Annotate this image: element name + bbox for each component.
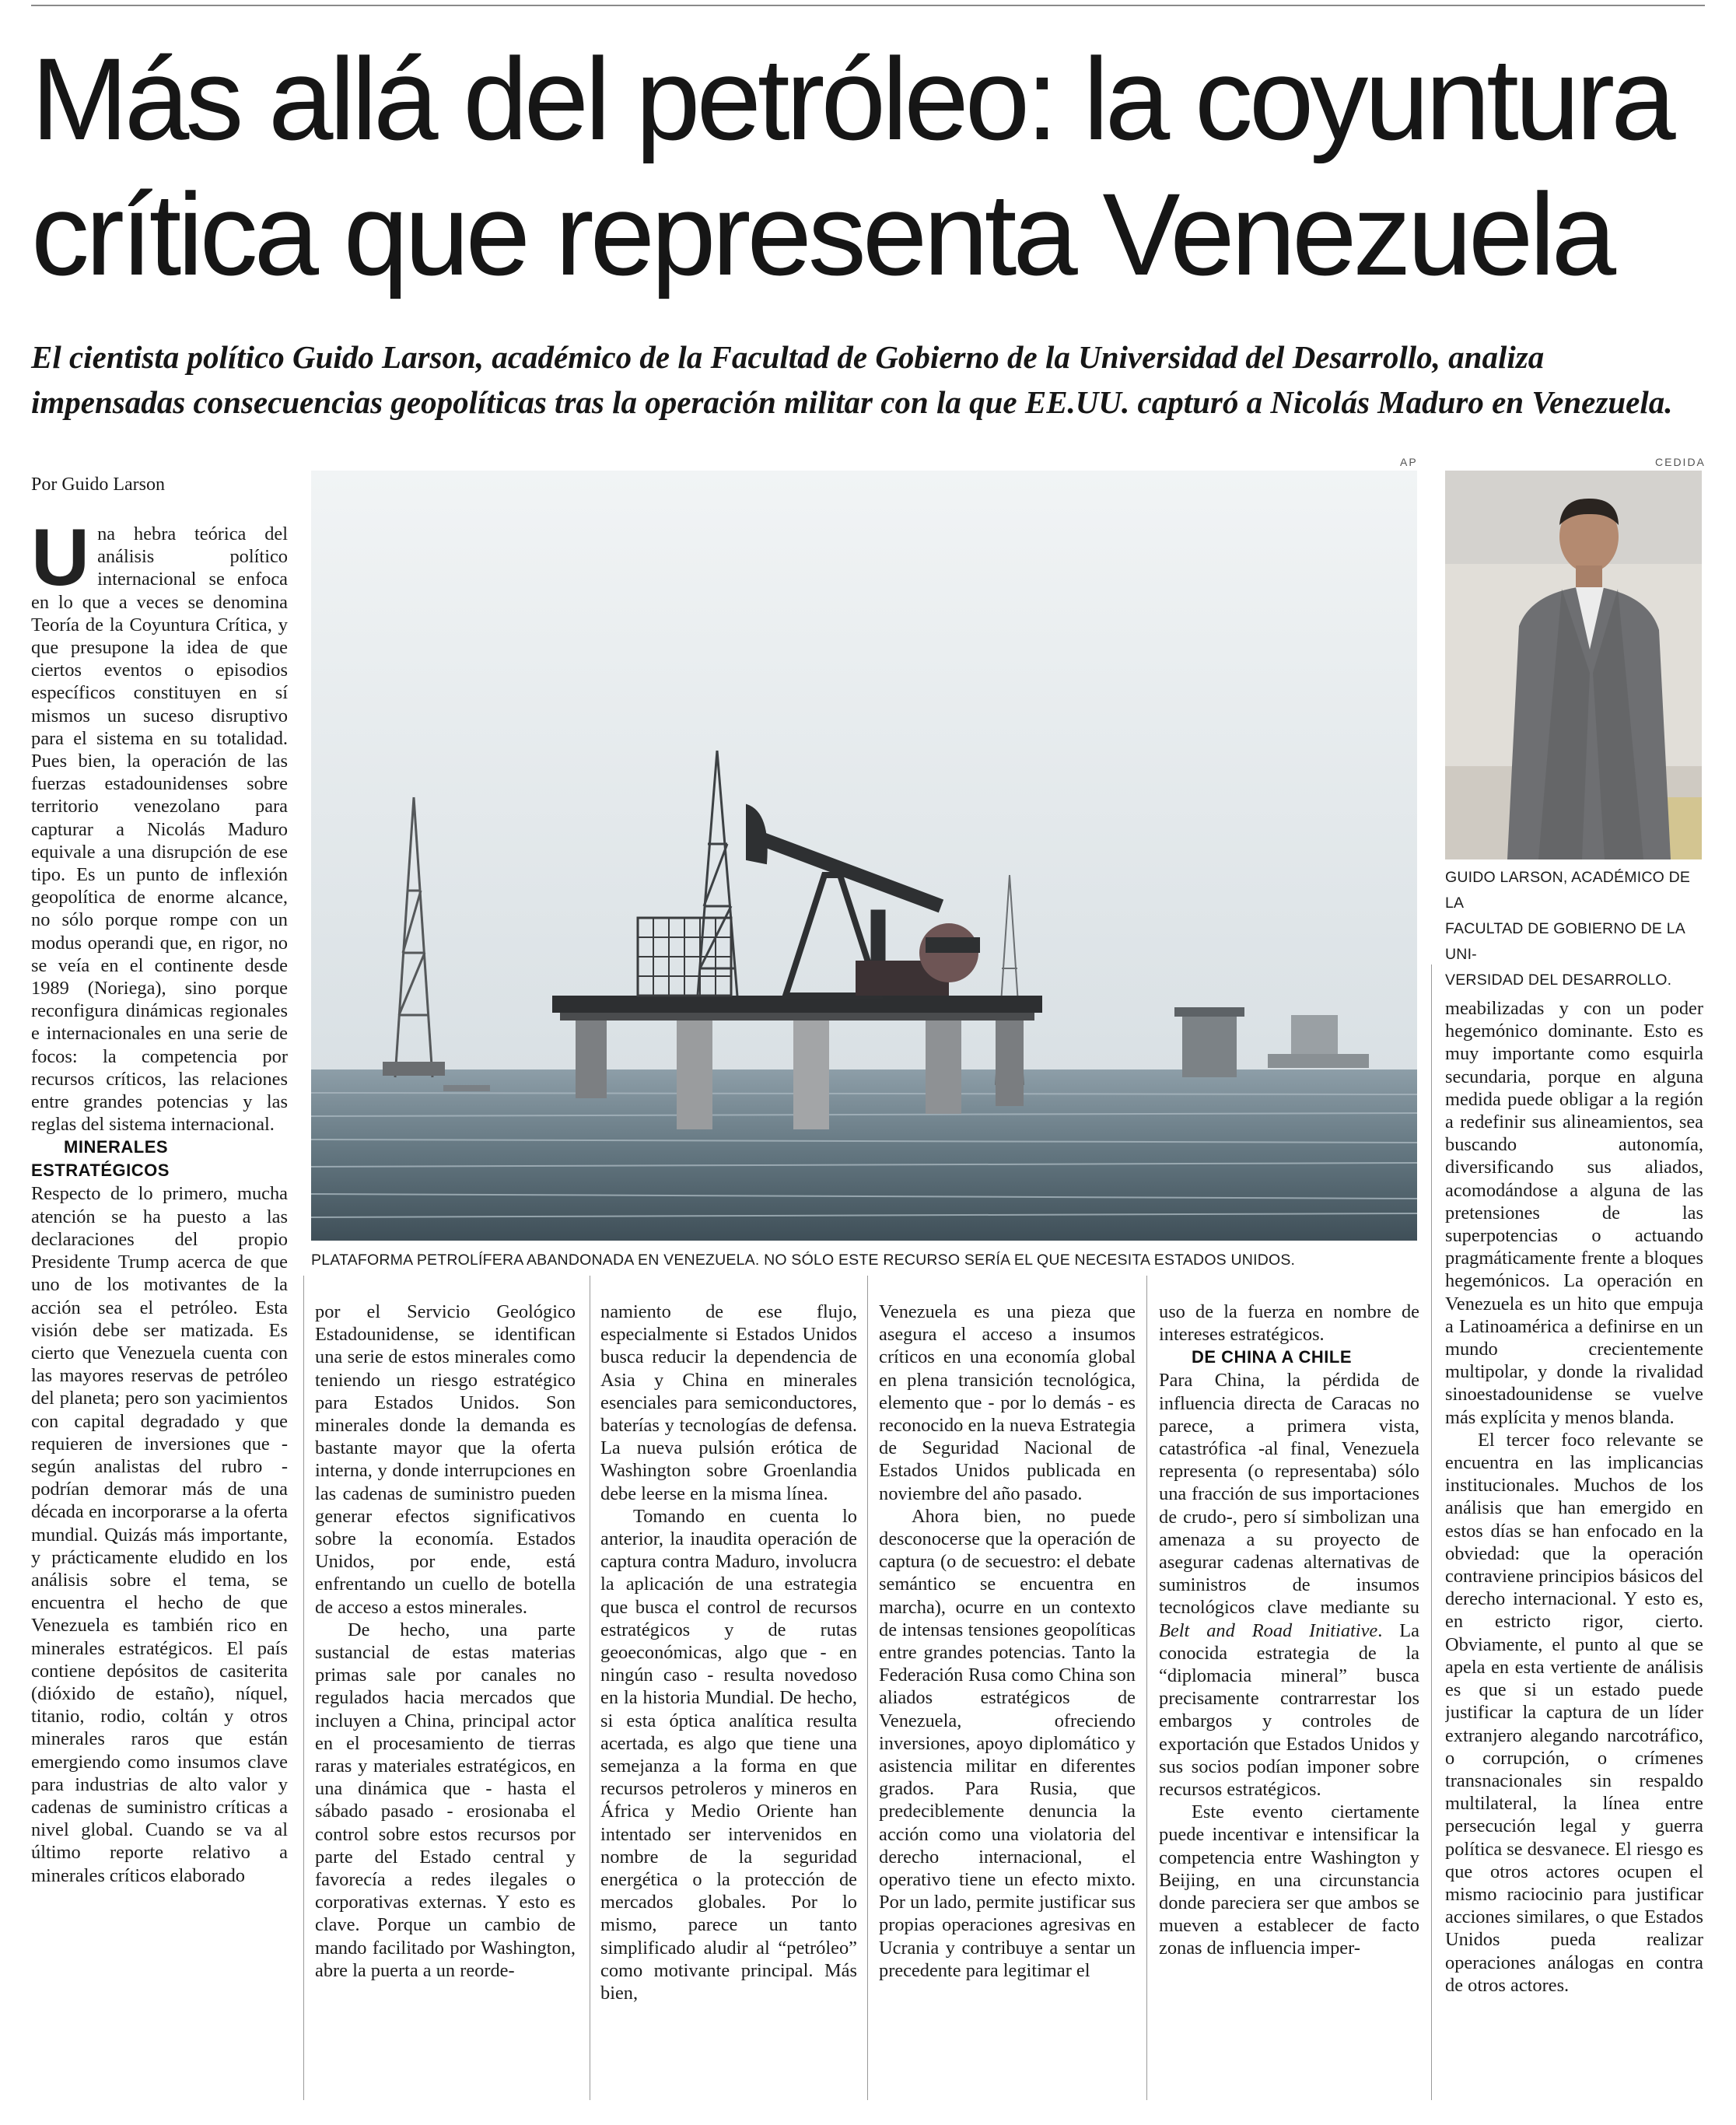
- headline-line-2: crítica que representa Venezuela: [31, 169, 1613, 299]
- paragraph: uso de la fuerza en nombre de intereses estratégicos.: [1159, 1301, 1419, 1346]
- paragraph: De hecho, una parte sustancial de estas materias primas sale por canales no regulados hacia mercados que incluyen a China, principal actor en el procesamiento de tierras raras y materiales estratégicos, en una dinámica que - hasta el sábado pasado - erosionaba el control sobre estos recursos por parte del Estado central y favorecía a redes ilegales o corporativas externas. Y esto es clave. Porque un cambio de mando facilitado por Washington, abre la puerta a un reorde-: [315, 1619, 576, 1981]
- body-column-6: [1445, 997, 1703, 2117]
- body-column-1: [31, 523, 288, 2117]
- paragraph: El tercer foco relevante se encuentra en las implicancias institucionales. Muchos de los análisis que han emergido en estos días se han enfocado en la obviedad: que la operación contraviene principios básicos del derecho internacional. Y esto es, en estricto rigor, cierto. Obviamente, el punto al que se apela en esta vertiente de análisis es que si un estado puede justificar la captura de un líder extranjero alegando narcotráfico, o corrupción, o crímenes transnacionales sin respaldo multilateral, la línea entre persecución legal y guerra política se desvanece. El riesgo es que otros actores ocupen el mismo raciocinio para justificar acciones similares, o que Estados Unidos pueda realizar operaciones análogas en contra de otros actores.: [1445, 1429, 1703, 1996]
- column-rule: [303, 1276, 304, 2100]
- person-illustration: [1445, 471, 1702, 859]
- paragraph: meabilizadas y con un poder hegemónico dominante. Esto es muy importante como esquirla secundaria, porque en alguna medida puede obligar a la región a redefinir sus alineamientos, sea buscando autonomía, diversificando sus aliados, acomodándose a alguna de las pretensiones de las superpotencias o actuando pragmáticamente frente a bloques hegemónicos. La operación en Venezuela es un hito que empuja a Latinoamérica a definirse en un mundo crecientemente multipolar, y donde la rivalidad sinoestadounidense se vuelve más explícita y menos blanda.: [1445, 998, 1703, 1428]
- subhead-china-chile: DE CHINA A CHILE: [1192, 1347, 1352, 1367]
- paragraph: por el Servicio Geológico Estadounidense, se identifican una serie de estos minerales como teniendo un riesgo estratégico para Estados Unidos. Son minerales donde la demanda es bastante mayor que la oferta interna, y donde interrupciones en las cadenas de suministro pueden generar efectos significativos sobre la economía. Estados Unidos, por ende, está enfrentando un cuello de botella de acceso a estos minerales.: [315, 1301, 576, 1618]
- subhead-minerales: MINERALES ESTRATÉGICOS: [31, 1137, 170, 1181]
- portrait-caption-line-3: VERSIDAD DEL DESARROLLO.: [1445, 971, 1672, 989]
- main-photo: [311, 471, 1417, 1241]
- column-rule: [867, 1276, 868, 2100]
- paragraph: Una hebra teórica del análisis político internacional se enfoca en lo que a veces se denomina Teoría de la Coyuntura Crítica, y que presupone la idea de que ciertos eventos o episodios específicos constituyen en sí mismos un suceso disruptivo para el sistema en su totalidad. Pues bien, la operación de las fuerzas estadounidenses sobre territorio venezolano para capturar a Nicolás Maduro equivale a una disrupción de ese tipo. Es un punto de inflexión geopolítica de enorme alcance, no sólo porque rompe con un modus operandi que, en rigor, no se veía en el continente desde 1989 (Noriega), sino porque reconfigura dinámicas regionales e internacionales en una serie de focos: la competencia por recursos críticos, las relaciones entre grandes potencias y las reglas del sistema internacional.: [31, 523, 288, 1136]
- paragraph: Este evento ciertamente puede incentivar e intensificar la competencia entre Washington y Beijing, en una circunstancia donde pareciera ser que ambos se mueven a establecer de facto zonas de influencia imper-: [1159, 1801, 1419, 1959]
- top-rule: [31, 5, 1705, 6]
- portrait-credit: CEDIDA: [1655, 456, 1706, 468]
- headline-line-1: Más allá del petróleo: la coyuntura: [31, 33, 1672, 164]
- paragraph: Para China, la pérdida de influencia directa de Caracas no parece, a primera vista, catastrófica -al final, Venezuela representa (o representaba) sólo una fracción de sus importaciones de crudo-, pero sí simbolizan una amenaza a su proyecto de asegurar cadenas alternativas de suministros de insumos tecnológicos clave mediante su Belt and Road Initiative. La conocida estrategia de la “diplomacia mineral” busca precisamente contrarrestar los embargos y controles de exportación que Estados Unidos y sus socios podían imponer sobre recursos estratégicos.: [1159, 1370, 1419, 1801]
- byline: Por Guido Larson: [31, 474, 165, 495]
- body-column-2: [315, 1301, 576, 2117]
- portrait-caption: [1445, 865, 1710, 993]
- column-rule: [1146, 1276, 1147, 2100]
- deck-line-1: El cientista político Guido Larson, académico de la Facultad de Gobierno de la Universidad del Desarrollo, analiza: [31, 339, 1545, 375]
- paragraph: Venezuela es una pieza que asegura el acceso a insumos críticos en una economía global en plena transición tecnológica, elemento que - por lo demás - es reconocido en la nueva Estrategia de Seguridad Nacional de Estados Unidos publicada en noviembre del año pasado.: [879, 1301, 1136, 1504]
- deck-line-2: impensadas consecuencias geopolíticas tras la operación militar con la que EE.UU. capturó a Nicolás Maduro en Venezuela.: [31, 384, 1673, 420]
- body-column-3: [600, 1301, 857, 2117]
- column-rule: [1431, 964, 1432, 2100]
- portrait-caption-line-1: GUIDO LARSON, ACADÉMICO DE LA: [1445, 869, 1691, 912]
- headline: [31, 31, 1711, 302]
- deck: [31, 334, 1711, 425]
- drop-cap: U: [31, 523, 90, 603]
- paragraph: Tomando en cuenta lo anterior, la inaudita operación de captura contra Maduro, involucra la aplicación de una estrategia que busca el control de recursos estratégicos y de rutas geoeconómicas, algo que - en ningún caso - resulta novedoso en la historia Mundial. De hecho, si esta óptica analítica resulta acertada, es algo que tiene una semejanza a la forma en que recursos petroleros y mineros en África y Medio Oriente han intentado ser intervenidos en nombre de la seguridad energética o la protección de mercados globales. Por lo mismo, parece un tanto simplificado aludir al “petróleo” como motivante principal. Más bien,: [600, 1505, 857, 2004]
- body-column-4: [879, 1301, 1136, 2117]
- paragraph: Respecto de lo primero, mucha atención se ha puesto a las declaraciones del propio Presidente Trump acerca de que uno de los motivantes de la acción sea el petróleo. Esta visión debe ser matizada. Es cierto que Venezuela cuenta con las mayores reservas de petróleo del planeta; pero son yacimientos con capital degradado y que requieren de inversiones que - según analistas del rubro - podrían demorar más de una década en incorporarse a la oferta mundial. Quizás más importante, y prácticamente eludido en los análisis sobre el tema, se encuentra el hecho de que Venezuela es también rico en minerales estratégicos. El país contiene depósitos de casiterita (dióxido de estaño), níquel, titanio, rodio, coltán y otros minerales raros que están emergiendo como insumos clave para industrias de alto valor y cadenas de suministro críticas a nivel global. Cuando se va al último reporte relativo a minerales críticos elaborado: [31, 1183, 288, 1886]
- portrait-photo: [1445, 471, 1702, 859]
- main-photo-credit: AP: [1400, 456, 1418, 468]
- paragraph: namiento de ese flujo, especialmente si Estados Unidos busca reducir la dependencia de Asia y China en minerales esenciales para semiconductores, baterías y tecnologías de defensa. La nueva pulsión erótica de Washington sobre Groenlandia debe leerse en la misma línea.: [600, 1301, 857, 1504]
- main-photo-caption: PLATAFORMA PETROLÍFERA ABANDONADA EN VENEZUELA. NO SÓLO ESTE RECURSO SERÍA EL QUE NECESITA ESTADOS UNIDOS.: [311, 1252, 1296, 1269]
- oil-platform-illustration: [311, 471, 1417, 1241]
- portrait-caption-line-2: FACULTAD DE GOBIERNO DE LA UNI-: [1445, 920, 1685, 963]
- body-column-5: [1159, 1301, 1419, 2117]
- paragraph: Ahora bien, no puede desconocerse que la operación de captura (o de secuestro: el debate semántico se encuentra en marcha), ocurre en un contexto de intensas tensiones geopolíticas entre grandes potencias. Tanto la Federación Rusa como China son aliados estratégicos de Venezuela, ofreciendo inversiones, apoyo diplomático y asistencia militar en diferentes grados. Para Rusia, que predeciblemente denuncia la acción como una violatoria del derecho internacional, el operativo tiene un efecto mixto. Por un lado, permite justificar sus propias operaciones agresivas en Ucrania y contribuye a sentar un precedente para legitimar el: [879, 1505, 1136, 1981]
